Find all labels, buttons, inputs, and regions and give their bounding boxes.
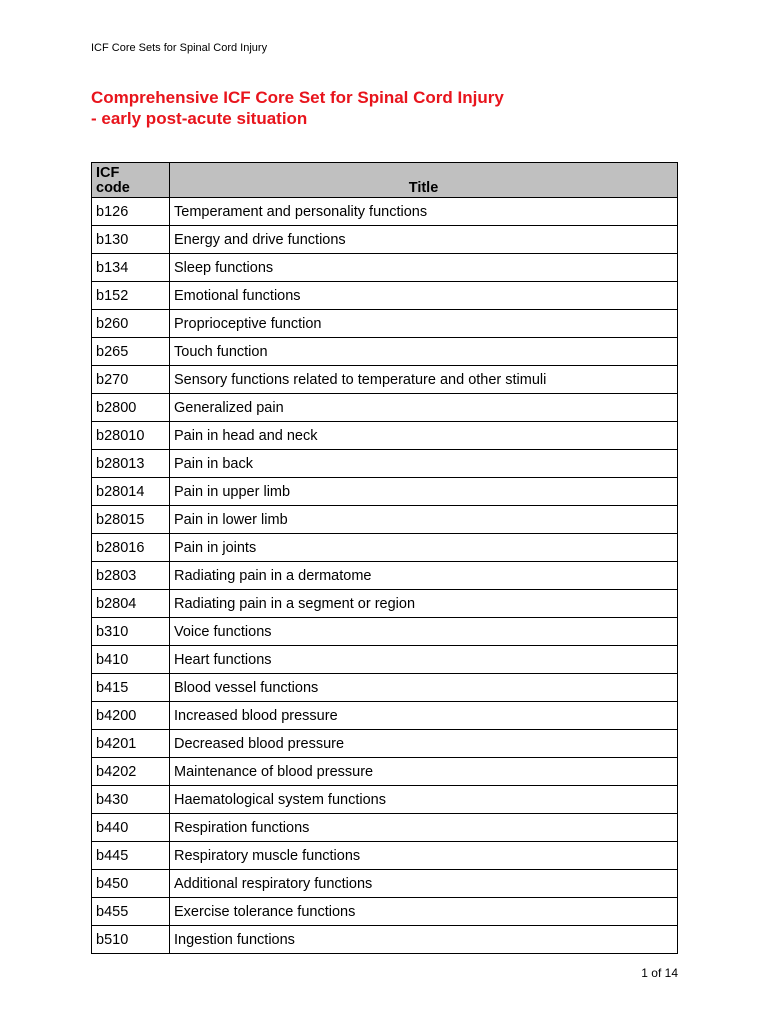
table-body	[92, 198, 678, 954]
icf-code-cell: b130	[92, 226, 170, 254]
table-row	[92, 394, 678, 422]
document-title	[91, 87, 504, 129]
icf-code-cell: b510	[92, 926, 170, 954]
icf-code-cell: b450	[92, 870, 170, 898]
icf-title-cell: Generalized pain	[170, 394, 678, 422]
icf-title-cell: Radiating pain in a segment or region	[170, 590, 678, 618]
icf-title-cell: Heart functions	[170, 646, 678, 674]
table-row	[92, 366, 678, 394]
table-row	[92, 702, 678, 730]
icf-title-cell: Pain in joints	[170, 534, 678, 562]
table-header	[92, 163, 678, 198]
icf-title-cell: Energy and drive functions	[170, 226, 678, 254]
icf-code-cell: b440	[92, 814, 170, 842]
table-row	[92, 646, 678, 674]
icf-code-cell: b28016	[92, 534, 170, 562]
table-row	[92, 562, 678, 590]
icf-title-cell: Respiration functions	[170, 814, 678, 842]
icf-title-cell: Pain in head and neck	[170, 422, 678, 450]
document-title-line-1: Comprehensive ICF Core Set for Spinal Cord Injury	[91, 88, 504, 107]
table-row	[92, 926, 678, 954]
icf-title-cell: Touch function	[170, 338, 678, 366]
table-row	[92, 786, 678, 814]
icf-code-cell: b260	[92, 310, 170, 338]
icf-title-cell: Respiratory muscle functions	[170, 842, 678, 870]
table-row	[92, 758, 678, 786]
table-row	[92, 590, 678, 618]
icf-code-cell: b4202	[92, 758, 170, 786]
icf-code-cell: b430	[92, 786, 170, 814]
table-header-row	[92, 163, 678, 198]
icf-title-cell: Sensory functions related to temperature and other stimuli	[170, 366, 678, 394]
icf-code-cell: b28013	[92, 450, 170, 478]
icf-code-cell: b310	[92, 618, 170, 646]
table-row	[92, 618, 678, 646]
table-row	[92, 534, 678, 562]
icf-title-cell: Emotional functions	[170, 282, 678, 310]
icf-code-cell: b2803	[92, 562, 170, 590]
table-row	[92, 310, 678, 338]
icf-code-cell: b126	[92, 198, 170, 226]
icf-code-cell: b134	[92, 254, 170, 282]
table-row	[92, 870, 678, 898]
icf-code-table	[91, 162, 678, 954]
page-number: 1 of 14	[641, 966, 678, 980]
icf-title-cell: Proprioceptive function	[170, 310, 678, 338]
icf-title-cell: Increased blood pressure	[170, 702, 678, 730]
column-header-code-line-1: ICF	[96, 165, 120, 181]
icf-title-cell: Pain in back	[170, 450, 678, 478]
table-row	[92, 730, 678, 758]
icf-code-cell: b4200	[92, 702, 170, 730]
table-row	[92, 226, 678, 254]
icf-code-cell: b152	[92, 282, 170, 310]
column-header-code-line-2: code	[96, 180, 130, 196]
table-row	[92, 422, 678, 450]
icf-code-cell: b270	[92, 366, 170, 394]
icf-title-cell: Pain in upper limb	[170, 478, 678, 506]
icf-code-cell: b2804	[92, 590, 170, 618]
table-row	[92, 814, 678, 842]
table-row	[92, 254, 678, 282]
icf-title-cell: Decreased blood pressure	[170, 730, 678, 758]
column-header-title: Title	[170, 163, 678, 198]
icf-code-cell: b265	[92, 338, 170, 366]
running-header: ICF Core Sets for Spinal Cord Injury	[91, 42, 268, 54]
icf-code-cell: b28010	[92, 422, 170, 450]
icf-code-cell: b410	[92, 646, 170, 674]
icf-title-cell: Voice functions	[170, 618, 678, 646]
icf-title-cell: Blood vessel functions	[170, 674, 678, 702]
icf-code-cell: b415	[92, 674, 170, 702]
icf-title-cell: Ingestion functions	[170, 926, 678, 954]
table-row	[92, 282, 678, 310]
document-title-line-2: - early post-acute situation	[91, 109, 308, 128]
icf-title-cell: Sleep functions	[170, 254, 678, 282]
table-row	[92, 674, 678, 702]
icf-code-cell: b4201	[92, 730, 170, 758]
icf-title-cell: Pain in lower limb	[170, 506, 678, 534]
table-row	[92, 450, 678, 478]
icf-title-cell: Exercise tolerance functions	[170, 898, 678, 926]
icf-title-cell: Haematological system functions	[170, 786, 678, 814]
column-header-icf-code	[92, 163, 170, 198]
icf-code-cell: b28015	[92, 506, 170, 534]
table-row	[92, 338, 678, 366]
table-row	[92, 198, 678, 226]
icf-code-cell: b445	[92, 842, 170, 870]
icf-title-cell: Temperament and personality functions	[170, 198, 678, 226]
table-row	[92, 478, 678, 506]
icf-title-cell: Radiating pain in a dermatome	[170, 562, 678, 590]
table-row	[92, 898, 678, 926]
icf-title-cell: Additional respiratory functions	[170, 870, 678, 898]
icf-code-cell: b2800	[92, 394, 170, 422]
table-row	[92, 506, 678, 534]
icf-code-cell: b28014	[92, 478, 170, 506]
icf-code-cell: b455	[92, 898, 170, 926]
table-row	[92, 842, 678, 870]
icf-title-cell: Maintenance of blood pressure	[170, 758, 678, 786]
